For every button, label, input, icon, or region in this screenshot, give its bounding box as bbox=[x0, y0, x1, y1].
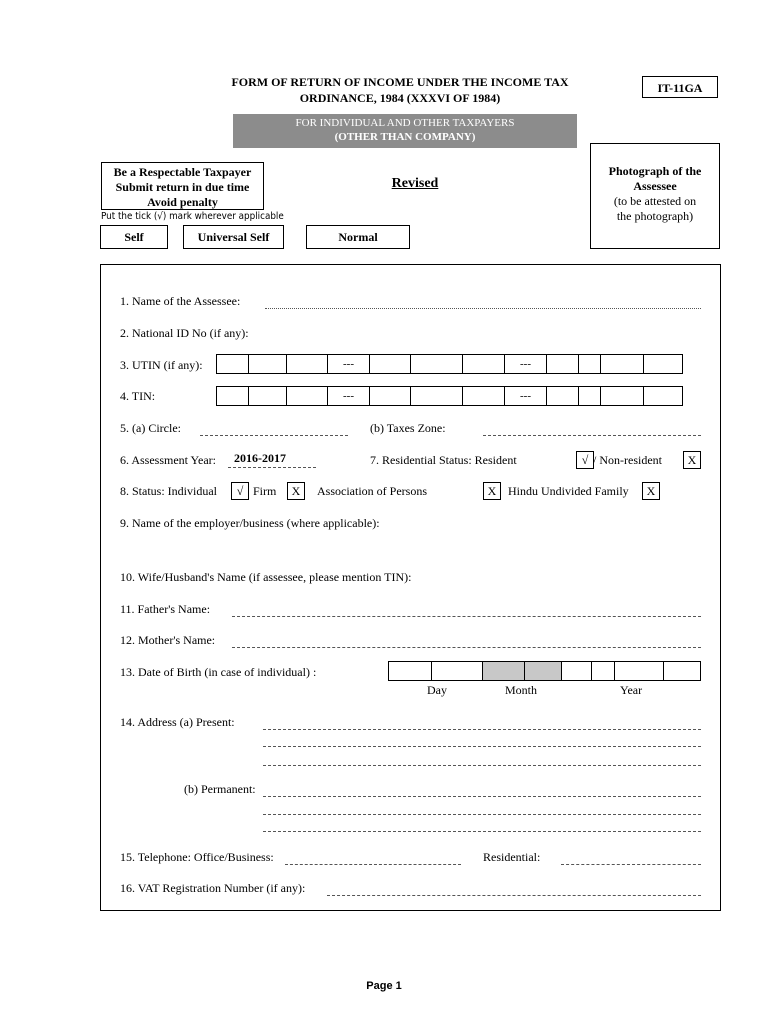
tin-cell[interactable] bbox=[547, 387, 579, 405]
telephone-residential-field[interactable] bbox=[561, 864, 701, 865]
assessee-name-label: 1. Name of the Assessee: bbox=[120, 294, 241, 308]
dob-month-label: Month bbox=[505, 683, 538, 697]
assessment-year-field[interactable] bbox=[228, 467, 316, 468]
tin-cell[interactable] bbox=[249, 387, 287, 405]
utin-cell[interactable] bbox=[287, 355, 328, 373]
firm-checkbox[interactable]: X bbox=[287, 482, 305, 500]
tin-cell[interactable] bbox=[601, 387, 644, 405]
dob-year-cell[interactable] bbox=[664, 662, 700, 680]
dob-day-cell[interactable] bbox=[432, 662, 483, 680]
motto-line3: Avoid penalty bbox=[147, 195, 218, 209]
utin-cell[interactable] bbox=[601, 355, 644, 373]
circle-label: 5. (a) Circle: bbox=[120, 421, 181, 435]
permanent-address-line1[interactable] bbox=[263, 796, 701, 797]
utin-cell[interactable] bbox=[644, 355, 682, 373]
spouse-name-label: 10. Wife/Husband's Name (if assessee, please mention TIN): bbox=[120, 570, 412, 584]
taxes-zone-label: (b) Taxes Zone: bbox=[370, 421, 446, 435]
circle-field[interactable] bbox=[200, 435, 348, 436]
utin-grid[interactable] bbox=[216, 354, 683, 374]
employer-label: 9. Name of the employer/business (where applicable): bbox=[120, 516, 380, 530]
residential-status-label: 7. Residential Status: Resident bbox=[370, 453, 517, 467]
dob-month-cell[interactable] bbox=[525, 662, 562, 680]
form-title bbox=[200, 74, 600, 106]
tin-cell[interactable] bbox=[287, 387, 328, 405]
telephone-residential-label: Residential: bbox=[483, 850, 541, 864]
aop-checkbox[interactable]: X bbox=[483, 482, 501, 500]
tin-cell[interactable] bbox=[217, 387, 249, 405]
assessment-year-label: 6. Assessment Year: bbox=[120, 453, 217, 467]
tick-instruction: Put the tick (√) mark wherever applicable bbox=[101, 211, 284, 222]
present-address-line2[interactable] bbox=[263, 746, 701, 747]
revised-label: Revised bbox=[391, 176, 439, 191]
dob-year-cell[interactable] bbox=[562, 662, 592, 680]
present-address-label: 14. Address (a) Present: bbox=[120, 715, 235, 729]
utin-cell[interactable] bbox=[579, 355, 601, 373]
national-id-label: 2. National ID No (if any): bbox=[120, 326, 249, 340]
mother-name-field[interactable] bbox=[232, 647, 701, 648]
tin-cell[interactable] bbox=[463, 387, 505, 405]
motto-box bbox=[101, 162, 264, 210]
motto-line2: Submit return in due time bbox=[115, 180, 250, 194]
dob-month-cell[interactable] bbox=[483, 662, 525, 680]
utin-cell[interactable] bbox=[249, 355, 287, 373]
motto-line1: Be a Respectable Taxpayer bbox=[113, 165, 252, 179]
individual-checkbox[interactable]: √ bbox=[231, 482, 249, 500]
photo-line4: the photograph) bbox=[616, 209, 694, 223]
photo-line2: Assessee bbox=[633, 179, 677, 193]
tin-label: 4. TIN: bbox=[120, 389, 156, 403]
dob-day-label: Day bbox=[427, 683, 447, 697]
huf-label: Hindu Undivided Family bbox=[508, 484, 629, 498]
dob-label: 13. Date of Birth (in case of individual) : bbox=[120, 665, 317, 679]
banner-line2: (OTHER THAN COMPANY) bbox=[334, 131, 476, 143]
tin-cell[interactable] bbox=[579, 387, 601, 405]
assessee-name-field[interactable] bbox=[265, 308, 701, 309]
category-universal-self-checkbox[interactable]: Universal Self bbox=[183, 225, 284, 249]
utin-separator: --- bbox=[505, 355, 547, 373]
utin-cell[interactable] bbox=[463, 355, 505, 373]
tin-cell[interactable] bbox=[411, 387, 463, 405]
photo-line1: Photograph of the bbox=[608, 164, 702, 178]
banner-line1: FOR INDIVIDUAL AND OTHER TAXPAYERS bbox=[295, 117, 515, 129]
category-normal-checkbox[interactable]: Normal bbox=[306, 225, 410, 249]
tin-grid[interactable] bbox=[216, 386, 683, 406]
assessment-year-value: 2016-2017 bbox=[234, 451, 286, 465]
non-resident-checkbox[interactable]: X bbox=[683, 451, 701, 469]
form-title-line1: FORM OF RETURN OF INCOME UNDER THE INCOME TAX bbox=[231, 75, 569, 89]
utin-cell[interactable] bbox=[217, 355, 249, 373]
permanent-address-line2[interactable] bbox=[263, 814, 701, 815]
father-name-field[interactable] bbox=[232, 616, 701, 617]
firm-label: Firm bbox=[253, 484, 277, 498]
utin-cell[interactable] bbox=[411, 355, 463, 373]
photo-line3: (to be attested on bbox=[613, 194, 697, 208]
tin-cell[interactable] bbox=[370, 387, 411, 405]
taxpayer-type-banner bbox=[233, 114, 577, 148]
mother-name-label: 12. Mother's Name: bbox=[120, 633, 216, 647]
tin-cell[interactable] bbox=[644, 387, 682, 405]
dob-year-cell[interactable] bbox=[592, 662, 615, 680]
category-self-checkbox[interactable]: Self bbox=[100, 225, 168, 249]
taxes-zone-field[interactable] bbox=[483, 435, 701, 436]
non-resident-label: / Non-resident bbox=[593, 453, 662, 467]
vat-registration-field[interactable] bbox=[327, 895, 701, 896]
present-address-line1[interactable] bbox=[263, 729, 701, 730]
dob-grid[interactable] bbox=[388, 661, 701, 681]
photograph-box[interactable] bbox=[590, 143, 720, 249]
aop-label: Association of Persons bbox=[317, 484, 427, 498]
dob-year-cell[interactable] bbox=[615, 662, 664, 680]
vat-registration-label: 16. VAT Registration Number (if any): bbox=[120, 881, 306, 895]
form-title-line2: ORDINANCE, 1984 (XXXVI OF 1984) bbox=[299, 91, 501, 105]
permanent-address-label: (b) Permanent: bbox=[184, 782, 256, 796]
status-label: 8. Status: Individual bbox=[120, 484, 217, 498]
tin-separator: --- bbox=[505, 387, 547, 405]
utin-separator: --- bbox=[328, 355, 370, 373]
utin-cell[interactable] bbox=[547, 355, 579, 373]
tin-separator: --- bbox=[328, 387, 370, 405]
dob-day-cell[interactable] bbox=[389, 662, 432, 680]
page-number: Page 1 bbox=[366, 980, 402, 992]
dob-year-label: Year bbox=[620, 683, 643, 697]
resident-checkbox[interactable]: √ bbox=[576, 451, 594, 469]
form-code-box: IT-11GA bbox=[642, 76, 718, 98]
utin-label: 3. UTIN (if any): bbox=[120, 358, 203, 372]
utin-cell[interactable] bbox=[370, 355, 411, 373]
huf-checkbox[interactable]: X bbox=[642, 482, 660, 500]
present-address-line3[interactable] bbox=[263, 765, 701, 766]
telephone-office-field[interactable] bbox=[285, 864, 461, 865]
father-name-label: 11. Father's Name: bbox=[120, 602, 211, 616]
permanent-address-line3[interactable] bbox=[263, 831, 701, 832]
telephone-office-label: 15. Telephone: Office/Business: bbox=[120, 850, 274, 864]
